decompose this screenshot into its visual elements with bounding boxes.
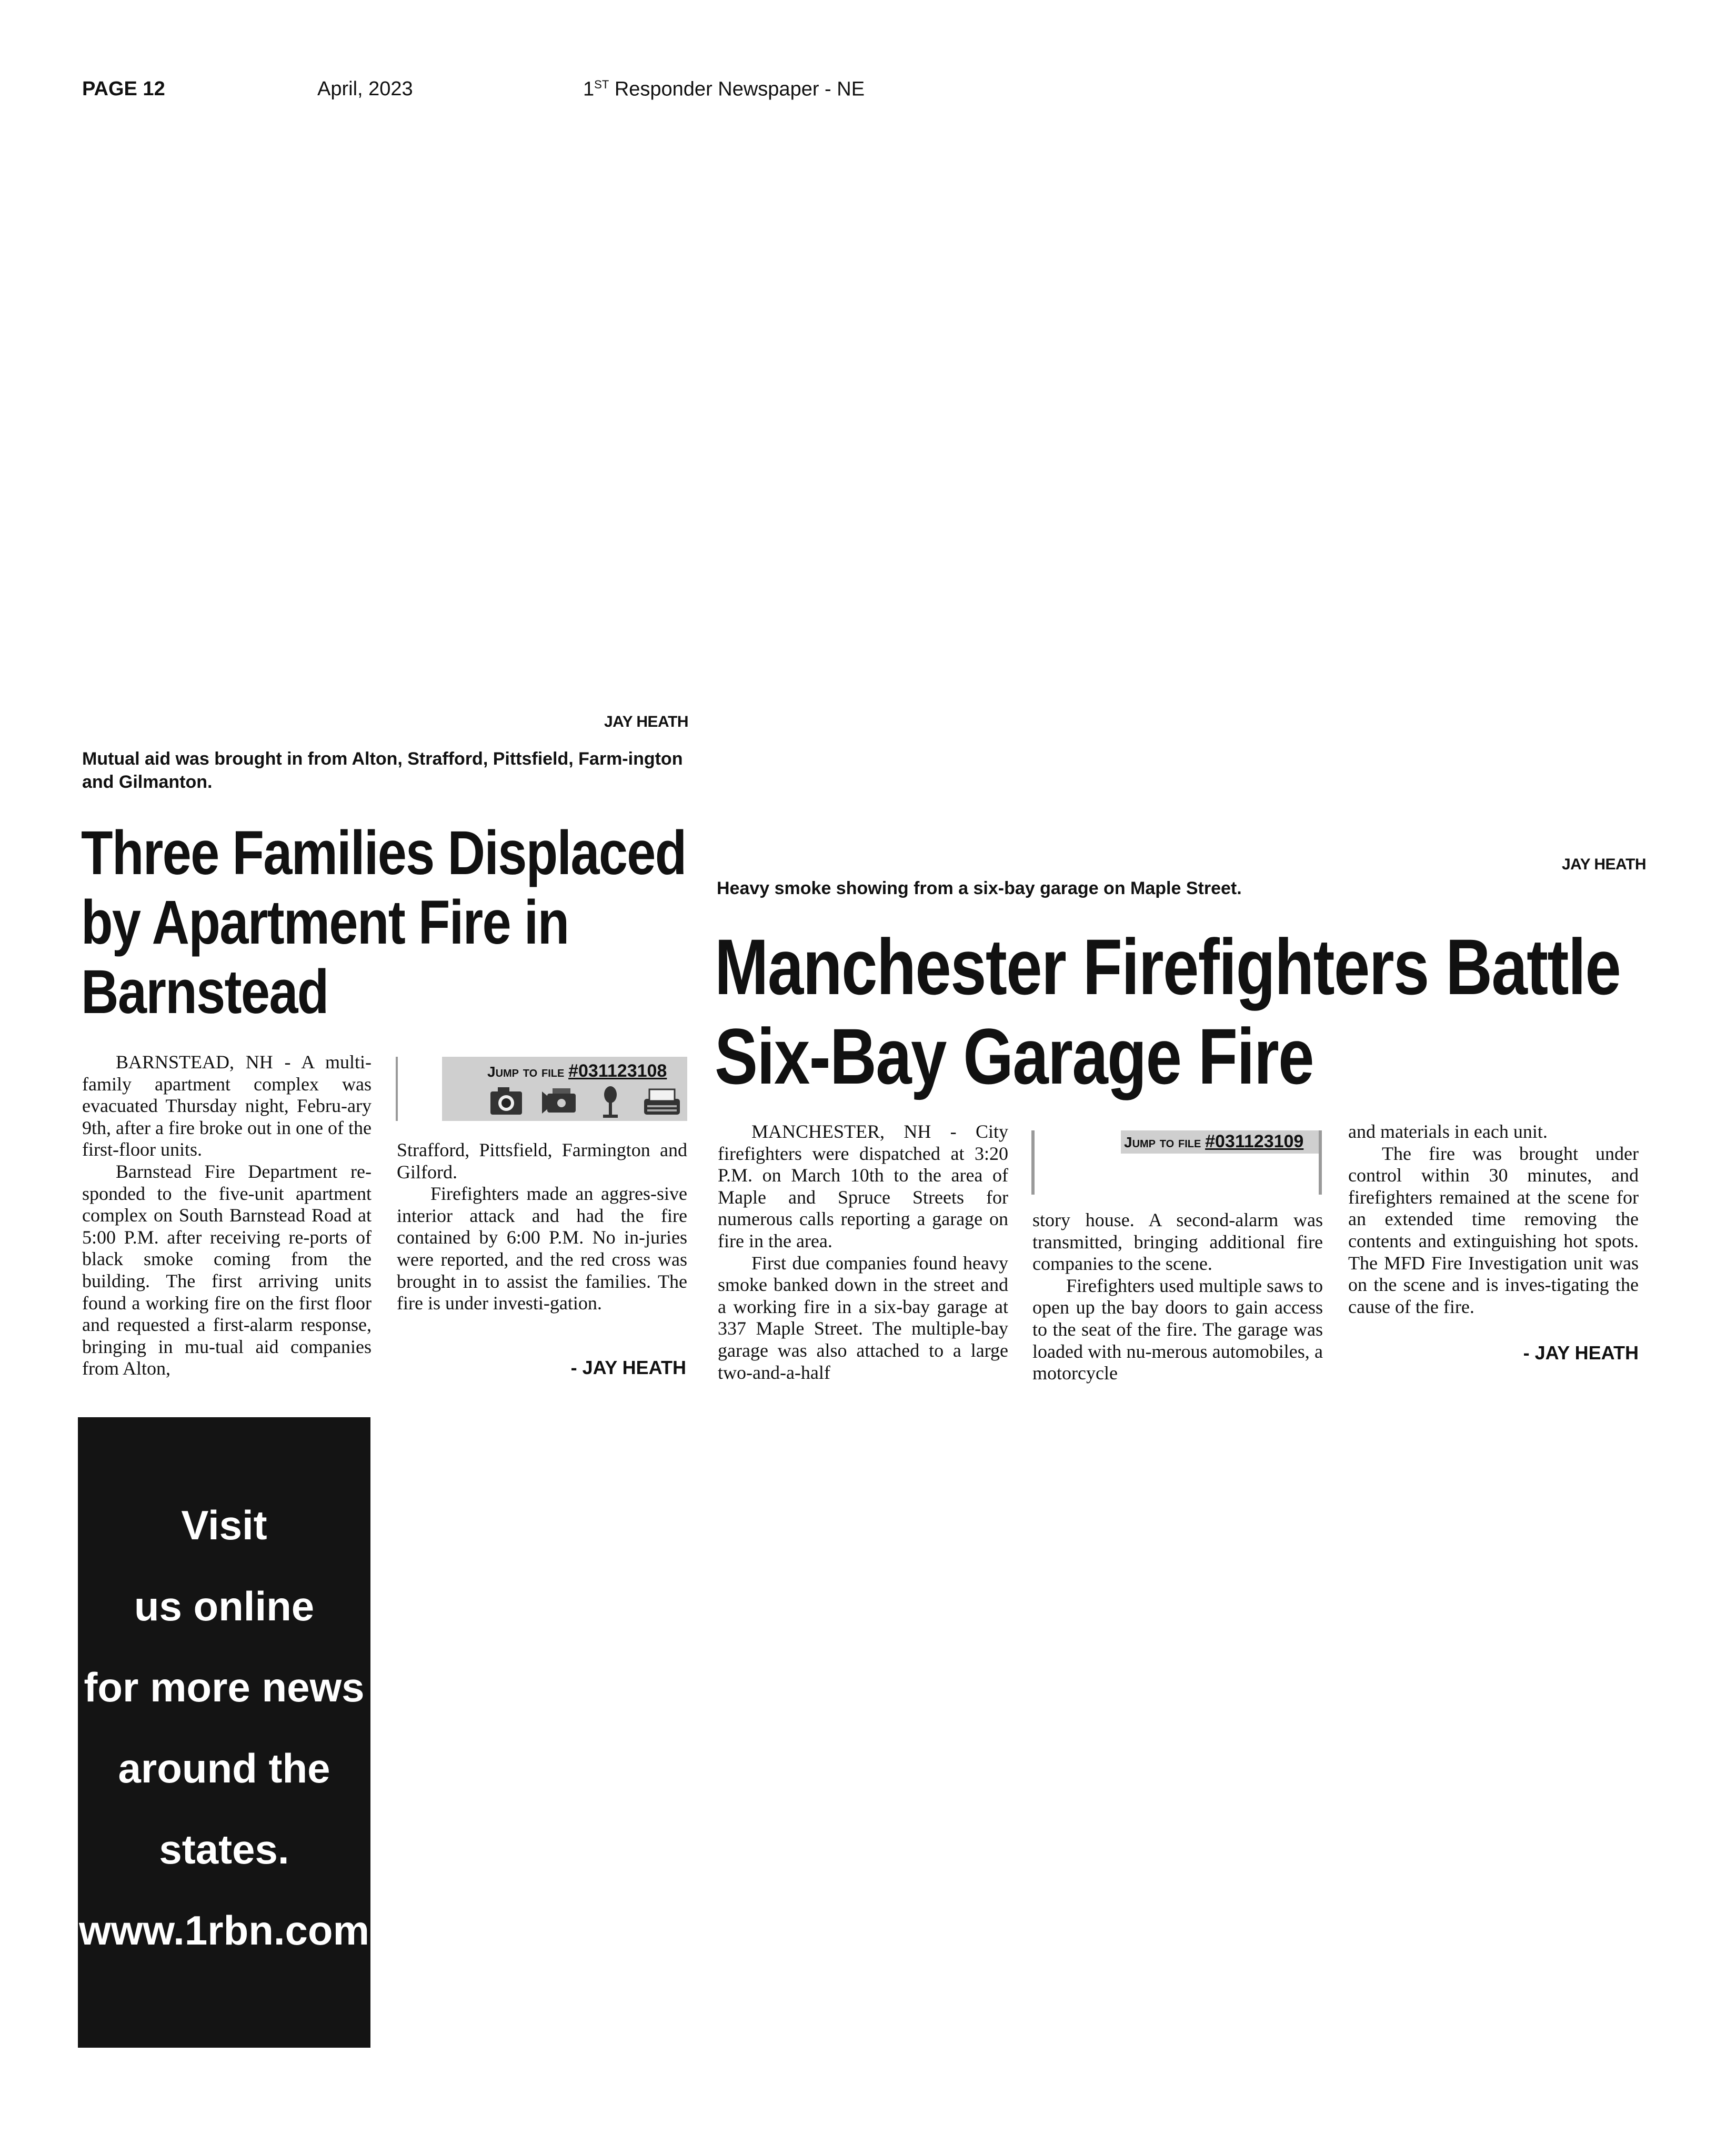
- story2-headline-line: Six-Bay Garage Fire: [715, 1012, 1313, 1100]
- story1-column-1: [82, 1051, 372, 1380]
- microphone-icon: [603, 1086, 618, 1118]
- ad-line: around the: [118, 1745, 330, 1791]
- story2-jump-box[interactable]: [1121, 1130, 1319, 1154]
- ad-website-link[interactable]: www.1rbn.com: [79, 1907, 369, 1953]
- story1-headline-line: Three Families Displaced: [81, 818, 686, 888]
- story2-jump-divider-left: [1031, 1130, 1035, 1195]
- ad-line: states.: [159, 1826, 289, 1872]
- page-number: PAGE 12: [82, 78, 165, 100]
- story1-byline: - JAY HEATH: [570, 1357, 686, 1378]
- story2-headline-line: Manchester Firefighters Battle: [715, 923, 1621, 1011]
- story1-jump-divider: [396, 1057, 398, 1121]
- story2-headline: [715, 922, 1736, 1101]
- story1-column-2: [397, 1139, 687, 1315]
- story2-jump-divider-right: [1319, 1130, 1322, 1195]
- story2-column-2: [1032, 1209, 1323, 1385]
- story2-paragraph: First due companies found heavy smoke banked down in the street and a working fire in a six-bay garage at 337 Maple Street. The multiple-bay garage was also attached to a large two-and-a-half: [718, 1252, 1008, 1383]
- story1-paragraph: Barnstead Fire Department re-sponded to the five-unit apartment complex on South Barnstead Road at 5:00 P.M. after receiving re-ports of black smoke coming from the building. The first arriving units found a working fire on the first floor and requested a first-alarm response, bringing in mu-tual aid companies from Alton,: [82, 1160, 372, 1379]
- story1-paragraph: Strafford, Pittsfield, Farmington and Gilford.: [397, 1139, 687, 1183]
- story2-paragraph: The fire was brought under control within 30 minutes, and firefighters remained at the scene for an extended time removing the contents and extinguishing hot spots. The MFD Fire Investigation unit was on the scene and is inves-tigating the cause of the fire.: [1348, 1143, 1639, 1317]
- camera-icon: [490, 1087, 522, 1115]
- issue-date: April, 2023: [317, 78, 413, 100]
- story2-caption: Heavy smoke showing from a six-bay garage on Maple Street.: [717, 878, 1242, 898]
- ad-line: us online: [134, 1583, 315, 1629]
- ad-line: Visit: [181, 1502, 267, 1548]
- story1-jump-label: Jump to file #031123108: [487, 1061, 667, 1081]
- story2-column-3: [1348, 1121, 1639, 1318]
- story2-jump-label: Jump to file #031123109: [1124, 1131, 1304, 1151]
- publication-name: 1ST Responder Newspaper - NE: [583, 78, 865, 101]
- story1-headline-line: Barnstead: [81, 957, 328, 1027]
- story1-paragraph: Firefighters made an aggres-sive interior attack and had the fire contained by 6:00 P.M. No in-juries were reported, and the red cross was brought in to assist the families. The fire is under investi-gation.: [397, 1183, 687, 1314]
- ad-line: for more news: [84, 1664, 365, 1710]
- story2-paragraph: Firefighters used multiple saws to open up the bay doors to gain access to the seat of the fire. The garage was loaded with nu-merous automobiles, a motorcycle: [1032, 1275, 1323, 1384]
- story1-photo-credit: JAY HEATH: [604, 713, 688, 730]
- website-promo-ad[interactable]: [78, 1417, 370, 2048]
- story2-paragraph: MANCHESTER, NH - City firefighters were dispatched at 3:20 P.M. on March 10th to the area of Maple and Spruce Streets for numerous calls reporting a garage on fire in the area.: [718, 1121, 1008, 1251]
- story2-paragraph: and materials in each unit.: [1348, 1121, 1548, 1142]
- story1-paragraph: BARNSTEAD, NH - A multi-family apartment complex was evacuated Thursday night, Febru-ary 9th, after a fire broke out in one of the first-floor units.: [82, 1051, 372, 1160]
- story2-column-1: [718, 1121, 1008, 1384]
- story1-headline-line: by Apartment Fire in: [81, 888, 569, 957]
- story1-caption: Mutual aid was brought in from Alton, Strafford, Pittsfield, Farm-ington and Gilmanton.: [82, 749, 683, 792]
- story2-paragraph: story house. A second-alarm was transmitted, bringing additional fire companies to the scene.: [1032, 1209, 1323, 1275]
- story1-media-icons: [488, 1084, 683, 1119]
- typewriter-icon: [644, 1089, 680, 1115]
- story2-byline: - JAY HEATH: [1523, 1342, 1639, 1364]
- video-camera-icon: [542, 1088, 576, 1114]
- story1-jump-box[interactable]: [442, 1057, 687, 1121]
- story2-photo-credit: JAY HEATH: [1561, 856, 1646, 873]
- story1-headline: [81, 818, 801, 1027]
